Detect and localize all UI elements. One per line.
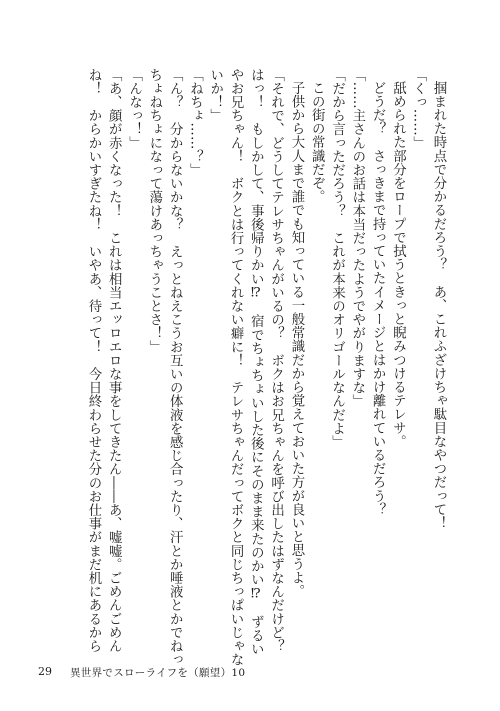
text-line: 「……主さんのお話は本当だったようでやがりますな」 <box>349 68 365 408</box>
text-line: 「だから言っただろう？ これが本来のオリゴールなんだよ」 <box>329 68 345 449</box>
text-line: 舐められた部分をロープで拭うときっと睨みつけるテレサ。 <box>390 81 406 449</box>
text-line: 子供から大人まで誰でも知っている一般常識だから覚えておいた方が良いと思うよ。 <box>288 81 304 599</box>
text-line: ね！ からかいすぎたね！ いやあ、待って！ 今日終わらせた分のお仕事がまだ机にあるから <box>85 68 101 653</box>
text-line: はっ！ もしかして、事後帰りかい⁉ 宿でちょちょいした後にそのまま来たのかい⁉ ずるい <box>248 68 264 656</box>
running-title: 異世界でスローライフを（願望）10 <box>70 667 246 679</box>
page-number: 29 <box>38 665 52 678</box>
text-line: 「ん？ 分からないかな？ えっとねえこうお互いの体液を感じ合ったり、汗とか唾液とかでねっ <box>167 68 183 667</box>
text-line: やお兄ちゃん！ ボクとは行ってくれない癖に！ テレサちゃんだってボクと同じちっぱいじゃな <box>228 68 244 667</box>
page-footer <box>0 651 500 711</box>
text-line: どうだ？ さっきまで持っていたイメージとはかけ離れているだろう？ <box>370 81 386 517</box>
text-line: 「ねちょ……？」 <box>187 68 203 177</box>
text-line: 「それで、どうしてテレサちゃんがいるの？ ボクはお兄ちゃんを呼び出したはずなんだけど？ <box>268 68 284 653</box>
text-line: この街の常識だぞ。 <box>309 81 325 204</box>
vertical-text-block <box>83 68 448 667</box>
text-line: 掴まれた時点で分かるだろう？ あ、これふざけちゃ駄目なやつだって！ <box>431 81 446 531</box>
text-line: 「くっ……」 <box>410 68 426 150</box>
text-line: ちょねちょになって蕩けあっちゃうことさ！」 <box>146 68 162 354</box>
text-line: いか！」 <box>207 68 223 123</box>
text-line: 「んなっ！」 <box>126 68 142 150</box>
text-line: 「あ、顔が赤くなった！ これは相当エッロエロな事をしてきたん――あ、嘘嘘。ごめんごめん <box>106 68 122 653</box>
